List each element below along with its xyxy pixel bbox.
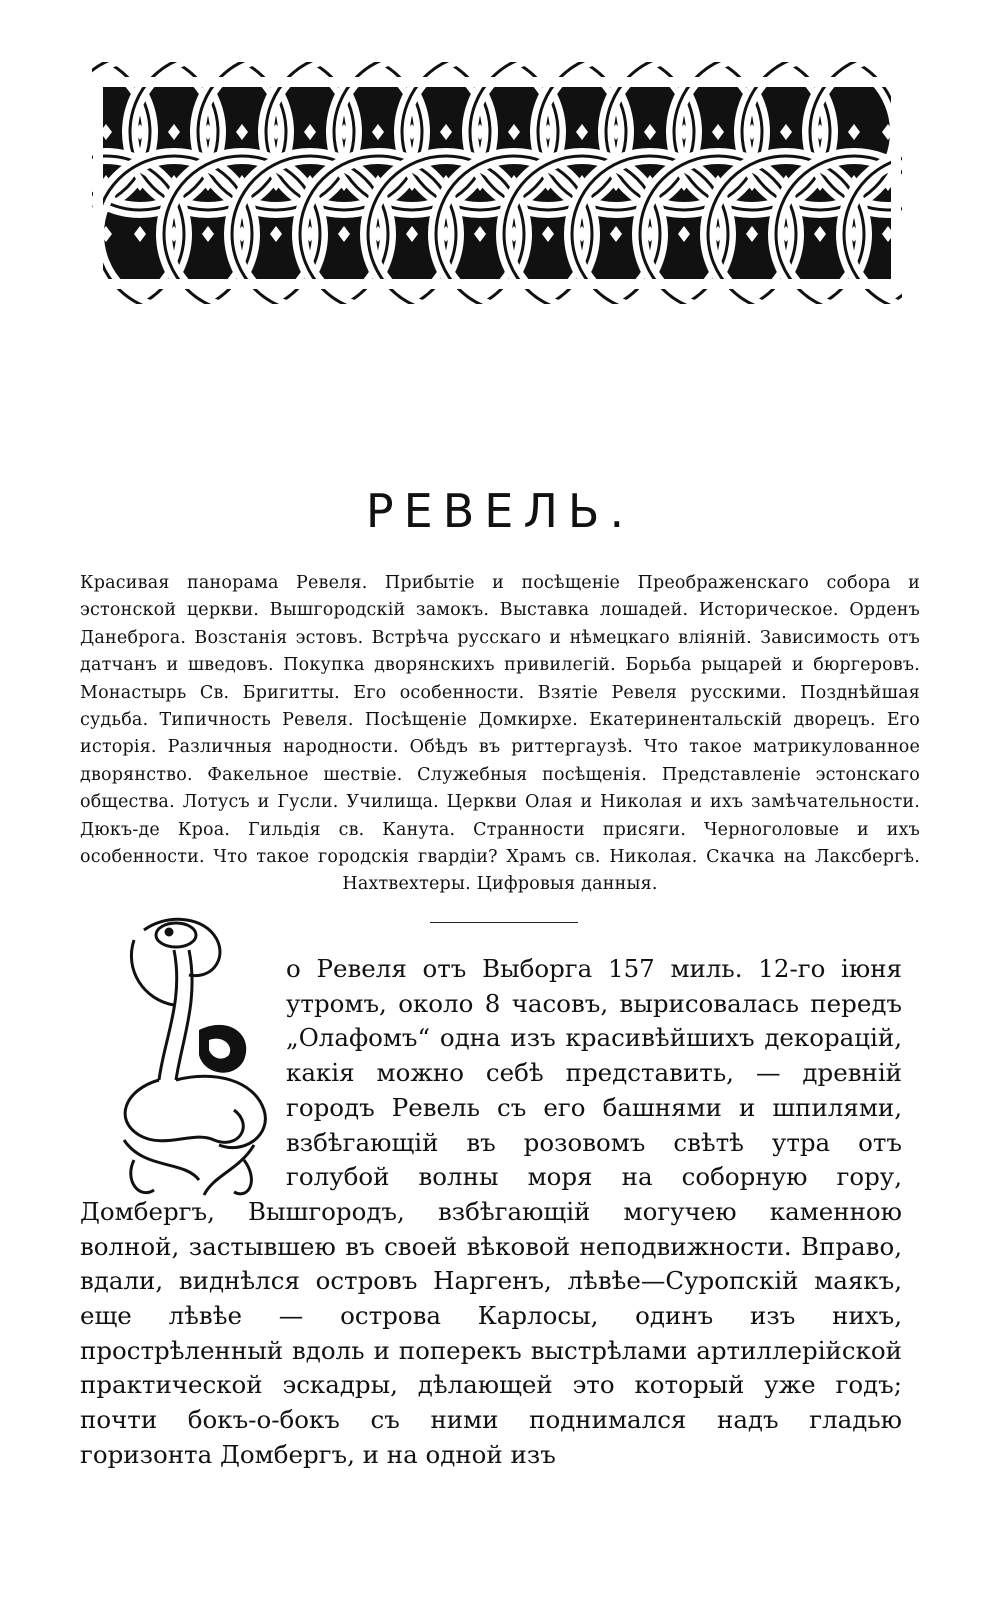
chapter-title: РЕВЕЛЬ.: [365, 484, 635, 538]
chapter-summary: Красивая панорама Ревеля. Прибытіе и посѣщеніе Преображенскаго собора и эстонской церкви. Вышгородскій замокъ. Выставка лошадей. Историческое. Орденъ Данеброга. Возстанія эстовъ. Встрѣча русскаго и нѣмецкаго вліяній. Зависимость отъ датчанъ и шведовъ. Покупка дворянскихъ привилегій. Борьба рыцарей и бюргеровъ. Монастырь Св. Бригитты. Его особенности. Взятіе Ревеля русскими. Позднѣйшая судьба. Типичность Ревеля. Посѣщеніе Домкирхе. Екатеринентальскій дворецъ. Его исторія. Различныя народности. Обѣдъ въ риттергаузѣ. Что такое матрикулованное дворянство. Факельное шествіе. Служебныя посѣщенія. Представленіе эстонскаго общества. Лотусъ и Гусли. Училища. Церкви Олая и Николая и ихъ замѣчательности. Дюкъ-де Кроа. Гильдія св. Канута. Странности присяги. Черноголовые и ихъ особенности. Что такое городскія гвардіи? Храмъ св. Николая. Скачка на Лаксбергѣ. Нахтвехтеры. Цифровыя данныя.: [80, 573, 920, 895]
body-text: [80, 952, 902, 1473]
drop-cap-space: [80, 952, 286, 1177]
section-divider: [430, 922, 578, 923]
celtic-knot-ornament: [92, 62, 902, 304]
body-paragraph: о Ревеля отъ Выборга 157 миль. 12-го іюня утромъ, около 8 часовъ, вырисовалась передъ „Олафомъ“ одна изъ красивѣйшихъ декорацій, какія можно себѣ представить, — древній городъ Ревель съ его башнями и шпилями, взбѣгающій въ розовомъ свѣтѣ утра отъ голубой волны моря на соборную гору, Домбергъ, Вышгородъ, взбѣгающій могучею каменною волной, застывшею въ своей вѣковой неподвижности. Вправо, вдали, виднѣлся островъ Наргенъ, лѣвѣе—Суропскій маякъ, еще лѣвѣе — острова Карлосы, одинъ изъ нихъ, прострѣленный вдоль и поперекъ выстрѣлами артиллерійской практической эскадры, дѣлающей это который уже годъ; почти бокъ-о-бокъ съ ними поднимался надъ гладью горизонта Домбергъ, и на одной изъ: [80, 954, 902, 1469]
